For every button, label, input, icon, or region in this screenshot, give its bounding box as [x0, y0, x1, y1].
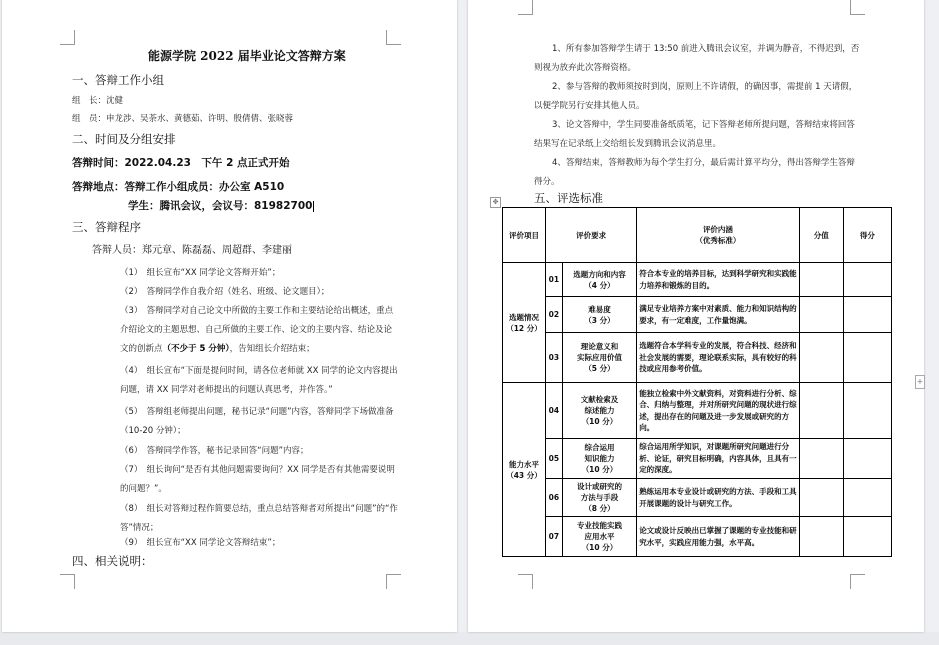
header-cell: 得分 — [843, 208, 891, 263]
content-cell: 能独立检索中外文献资料，对资料进行分析、综合、归纳与整理，并对所研究问题的现状进行综述，提出存在的问题及进一步发展或研究的方向。 — [637, 383, 800, 439]
content-cell: 满足专业培养方案中对素质、能力和知识结构的要求，有一定难度，工作量饱满。 — [637, 297, 800, 333]
table-row — [503, 517, 892, 557]
content-cell: 选题符合本学科专业的发展，符合科技、经济和社会发展的需要，理论联系实际，具有较好的科技或应用参考价值。 — [637, 333, 800, 383]
note-2: 2、参与答辩的教师须按时到岗，原则上不许请假，的确因事，需提前 1 天请假，以便学院另行安排其他人员。 — [534, 82, 858, 111]
text-cursor — [313, 201, 314, 212]
header-cell: 评价要求 — [545, 208, 636, 263]
score-value-cell[interactable] — [799, 297, 843, 333]
defense-time: 答辩时间：2022.04.23 下午 2 点正式开始 — [72, 157, 290, 169]
margin-mark — [850, 574, 865, 589]
requirement-cell: 综合运用 知识能力 （10 分） — [562, 439, 636, 479]
section-heading: 二、时间及分组安排 — [72, 132, 176, 146]
section-heading: 四、相关说明： — [72, 554, 153, 568]
document-page-right — [468, 0, 924, 632]
table-row — [503, 333, 892, 383]
score-cell[interactable] — [843, 479, 891, 517]
section-heading: 一、答辩工作小组 — [72, 73, 164, 87]
doc-title: 能源学院 2022 届毕业论文答辩方案 — [148, 49, 346, 63]
row-number: 03 — [545, 333, 562, 383]
table-row — [503, 297, 892, 333]
score-cell[interactable] — [843, 263, 891, 297]
requirement-cell: 难易度 （3 分） — [562, 297, 636, 333]
score-cell[interactable] — [843, 383, 891, 439]
requirement-cell: 设计或研究的 方法与手段 （8 分） — [562, 479, 636, 517]
row-number: 02 — [545, 297, 562, 333]
group-cell: 选题情况 （12 分） — [503, 263, 546, 383]
step-8: （8） 组长对答辩过程作简要总结，重点总结答辩者对所提出“问题”的“作答”情况； — [120, 504, 398, 533]
score-value-cell[interactable] — [799, 517, 843, 557]
table-row — [503, 439, 892, 479]
row-number: 05 — [545, 439, 562, 479]
group-members: 组 员：申龙涉、吴荼水、黄德茹、许明、殷倩倩、张晓蓉 — [72, 114, 294, 124]
evaluation-table — [502, 207, 892, 557]
section-heading: 五、评选标准 — [534, 191, 603, 205]
requirement-cell: 理论意义和 实际应用价值 （5 分） — [562, 333, 636, 383]
table-row — [503, 263, 892, 297]
student-meeting: 学生：腾讯会议，会议号：81982700 — [128, 200, 313, 212]
staff-list: 答辩人员：郑元章、陈磊磊、周超群、李建丽 — [92, 245, 292, 256]
score-cell[interactable] — [843, 439, 891, 479]
table-header-row — [503, 208, 892, 263]
margin-mark — [60, 30, 75, 45]
row-number: 01 — [545, 263, 562, 297]
table-row — [503, 479, 892, 517]
row-number: 07 — [545, 517, 562, 557]
row-number: 06 — [545, 479, 562, 517]
step-1: （1） 组长宣布“XX 同学论文答辩开始”； — [120, 268, 281, 278]
requirement-cell: 选题方向和内容 （4 分） — [562, 263, 636, 297]
content-cell: 论文或设计反映出已掌握了课题的专业技能和研究水平，实践应用能力强，水平高。 — [637, 517, 800, 557]
page-gap — [0, 632, 939, 645]
step-2: （2） 答辩同学作自我介绍（姓名、班级、论文题目）； — [120, 287, 330, 297]
score-value-cell[interactable] — [799, 263, 843, 297]
margin-mark — [518, 574, 533, 589]
content-cell: 符合本专业的培养目标，达到科学研究和实践能力培养和锻炼的目的。 — [637, 263, 800, 297]
margin-mark — [60, 574, 75, 589]
document-page-left — [2, 0, 457, 632]
score-cell[interactable] — [843, 517, 891, 557]
group-leader: 组 长：沈健 — [72, 96, 124, 106]
step-9: （9） 组长宣布“XX 同学论文答辩结束”； — [120, 538, 281, 548]
group-cell: 能力水平 （43 分） — [503, 383, 546, 557]
score-cell[interactable] — [843, 297, 891, 333]
row-number: 04 — [545, 383, 562, 439]
step-3: （3） 答辩同学对自己论文中所做的主要工作和主要结论给出概述，重点介绍论文的主题思想、自己所做的主要工作、论文的主要内容、结论及论文的创新点（不少于 5 分钟），告知组长介绍结束； — [120, 306, 394, 354]
requirement-cell: 专业技能实践 应用水平 （10 分） — [562, 517, 636, 557]
note-1: 1、所有参加答辩学生请于 13:50 前进入腾讯会议室，并调为静音，不得迟到，否则视为放弃此次答辩资格。 — [534, 44, 860, 73]
defense-place: 答辩地点：答辩工作小组成员：办公室 A510 — [72, 181, 285, 193]
margin-mark — [386, 574, 401, 589]
margin-mark — [518, 0, 533, 15]
header-cell: 分值 — [799, 208, 843, 263]
add-column-button[interactable]: + — [915, 375, 925, 389]
step-4: （4） 组长宣布“下面是提问时间，请各位老师就 XX 同学的论文内容提出问题，请 XX 同学对老师提出的问题认真思考，并作答。” — [120, 366, 398, 395]
margin-mark — [386, 30, 401, 45]
requirement-cell: 文献检索及 综述能力 （10 分） — [562, 383, 636, 439]
score-value-cell[interactable] — [799, 333, 843, 383]
score-value-cell[interactable] — [799, 383, 843, 439]
margin-mark — [850, 0, 865, 15]
note-3: 3、论文答辩中，学生同要准备纸质笔，记下答辩老师所提问题，答辩结束将回答结果写在记录纸上交给组长发到腾讯会议消息里。 — [534, 120, 855, 149]
score-cell[interactable] — [843, 333, 891, 383]
step-6: （6） 答辩同学作答，秘书记录回答“问题”内容； — [120, 446, 309, 456]
table-row — [503, 383, 892, 439]
score-value-cell[interactable] — [799, 439, 843, 479]
step-5: （5） 答辩组老师提出问题，秘书记录“问题”内容，答辩同学下场做准备（10-20 分钟）； — [120, 407, 394, 436]
header-cell: 评价项目 — [503, 208, 546, 263]
note-4: 4、答辩结束，答辩教师为每个学生打分，最后需计算平均分，得出答辩学生答辩得分。 — [534, 158, 855, 187]
content-cell: 熟练运用本专业设计或研究的方法、手段和工具开展课题的设计与研究工作。 — [637, 479, 800, 517]
section-heading: 三、答辩程序 — [72, 220, 141, 234]
table-move-handle[interactable]: ✥ — [490, 197, 501, 208]
step-7: （7） 组长询问“是否有其他问题需要询问？XX 同学是否有其他需要说明的问题？”。 — [120, 465, 395, 494]
header-cell: 评价内涵 （优秀标准） — [637, 208, 800, 263]
content-cell: 综合运用所学知识，对课题所研究问题进行分析、论证，研究目标明确，内容具体，且具有一定的深度。 — [637, 439, 800, 479]
score-value-cell[interactable] — [799, 479, 843, 517]
